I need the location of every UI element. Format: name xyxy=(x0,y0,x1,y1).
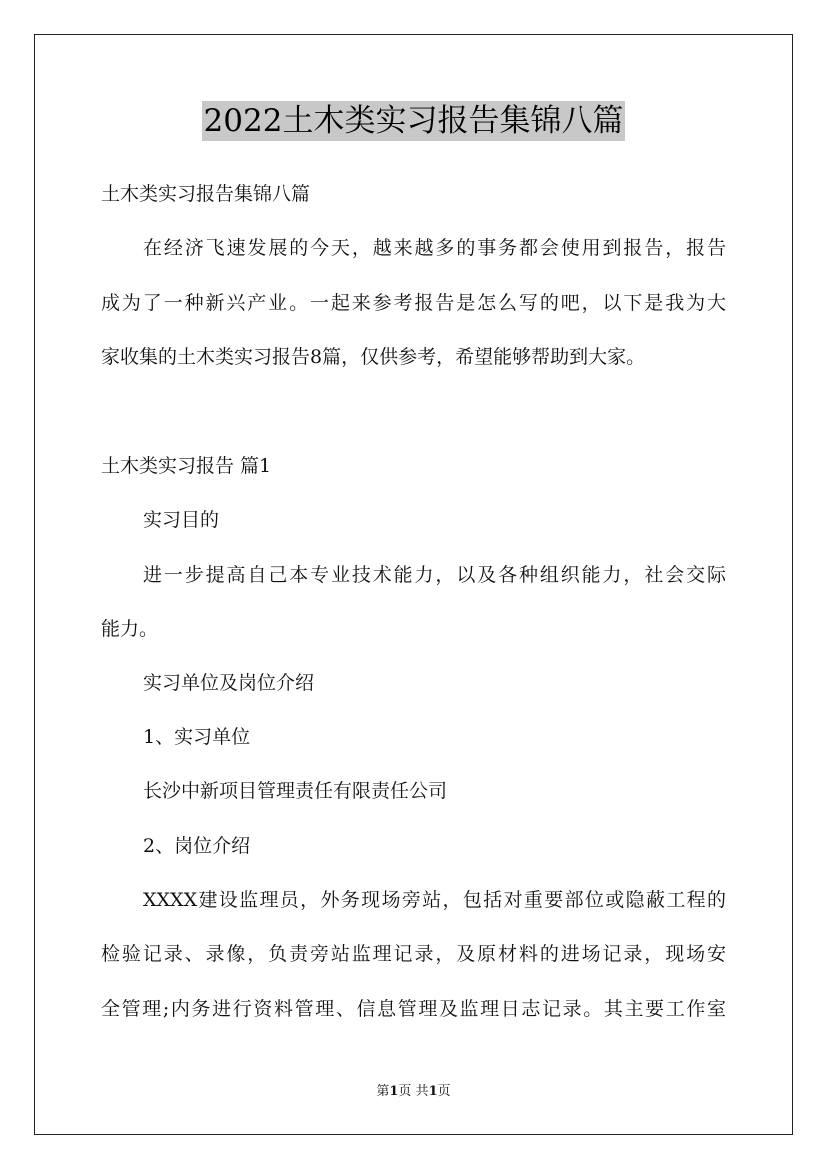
title-container xyxy=(0,101,827,141)
post-line-3: 全管理;内务进行资料管理、信息管理及监理日志记录。其主要工作室 xyxy=(101,998,726,1020)
section-heading: 土木类实习报告 篇1 xyxy=(101,455,272,477)
page-footer xyxy=(0,1084,827,1100)
document-title: 2022土木类实习报告集锦八篇 xyxy=(203,103,624,139)
purpose-heading: 实习目的 xyxy=(143,509,220,531)
unit-heading: 实习单位及岗位介绍 xyxy=(143,672,315,694)
post-line-1: XXXX建设监理员，外务现场旁站，包括对重要部位或隐蔽工程的 xyxy=(143,889,726,911)
post-line-2: 检验记录、录像，负责旁站监理记录，及原材料的进场记录，现场安 xyxy=(101,943,726,965)
unit-name: 长沙中新项目管理责任有限责任公司 xyxy=(143,780,448,802)
purpose-line-1: 进一步提高自己本专业技术能力，以及各种组织能力，社会交际 xyxy=(143,564,726,586)
unit-subheading-1: 1、实习单位 xyxy=(143,726,251,748)
footer-middle: 页 共 xyxy=(398,1084,429,1099)
document-subtitle: 土木类实习报告集锦八篇 xyxy=(101,183,311,205)
footer-page-number: 1 xyxy=(389,1084,399,1099)
footer-total-pages: 1 xyxy=(428,1084,438,1099)
intro-line-3: 家收集的土木类实习报告8篇，仅供参考，希望能够帮助到大家。 xyxy=(101,346,646,368)
unit-subheading-2: 2、岗位介绍 xyxy=(143,835,251,857)
intro-line-1: 在经济飞速发展的今天，越来越多的事务都会使用到报告，报告 xyxy=(143,237,726,259)
footer-prefix: 第 xyxy=(376,1084,390,1099)
footer-suffix: 页 xyxy=(437,1084,451,1099)
purpose-line-2: 能力。 xyxy=(101,618,159,640)
intro-line-2: 成为了一种新兴产业。一起来参考报告是怎么写的吧，以下是我为大 xyxy=(101,292,726,314)
